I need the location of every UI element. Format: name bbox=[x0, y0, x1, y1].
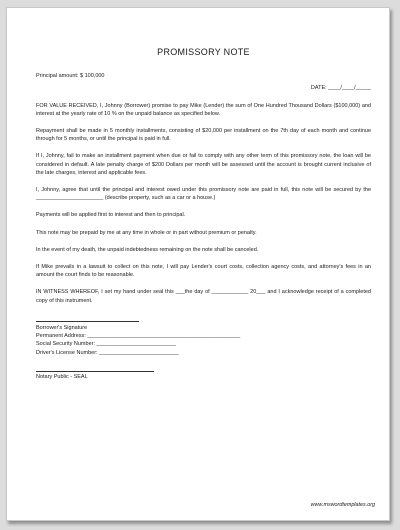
paragraph-prepayment: This note may be prepaid by me at any time in whole or in part without premium or penalty. bbox=[36, 229, 257, 236]
paragraph-death: In the event of my death, the unpaid indebtedness remaining on the note shall be canceled. bbox=[36, 246, 259, 253]
date-field: DATE: ____/____/_____ bbox=[310, 85, 371, 92]
notary-signature-line bbox=[36, 371, 154, 372]
paragraph-default: If I, Johnny, fail to make an installment payment when due or fail to comply with any other term of this promissory note, the loan will be considered in default. A late penalty charge of $200 Dollars per month will be assessed until the account is brought current inclusive of the late charges, interest and applicable fees. bbox=[36, 153, 371, 176]
paragraph-repayment: Repayment shall be made in 5 monthly installments, consisting of $20,000 per installment on the 7th day of each month and continue through for 5 months, or until the principal is paid in full. bbox=[36, 128, 371, 143]
notary-label: Notary Public - SEAL bbox=[36, 374, 88, 381]
social-security-field: Social Security Number: __________________________ bbox=[36, 341, 177, 348]
document-page bbox=[6, 7, 390, 521]
paragraph-value-received: FOR VALUE RECEIVED, I, Johnny (Borrower) promise to pay Mike (Lender) the sum of One Hundred Thousand Dollars ($100,000) and interest at the yearly rate of 10 % on the unpaid balance as specified below. bbox=[36, 102, 371, 117]
permanent-address-field: Permanent Address: __________________________________________________ bbox=[36, 333, 241, 340]
drivers-license-field: Driver's License Number: __________________________ bbox=[36, 349, 179, 356]
borrower-signature-label: Borrower's Signature bbox=[36, 324, 88, 331]
paragraph-payments: Payments will be applied first to interest and then to principal. bbox=[36, 212, 186, 219]
paragraph-lawsuit: If Mike prevails in a lawsuit to collect on this note, I will pay Lender's court costs, collection agency costs, and attorney's fees in an amount the court finds to be reasonable. bbox=[36, 264, 371, 279]
signature-block bbox=[36, 324, 371, 357]
document-body bbox=[36, 48, 371, 381]
date-row bbox=[36, 84, 371, 92]
paragraph-security: I, Johnny, agree that until the principal and interest owed under this promissory note are paid in full, this note will be secured by the ______________________ (describe property, such as a car or a house.) bbox=[36, 187, 371, 202]
paragraph-witness: IN WITNESS WHEREOF, I set my hand under seal this ___the day of ____________ 20___ and I acknowledge receipt of a completed copy of this instrument. bbox=[36, 289, 371, 304]
document-title: PROMISSORY NOTE bbox=[157, 47, 250, 57]
footer-url: www.mswordtemplates.org bbox=[310, 502, 375, 508]
borrower-signature-line bbox=[36, 321, 139, 322]
principal-amount: Principal amount: $ 100,000 bbox=[36, 73, 105, 80]
